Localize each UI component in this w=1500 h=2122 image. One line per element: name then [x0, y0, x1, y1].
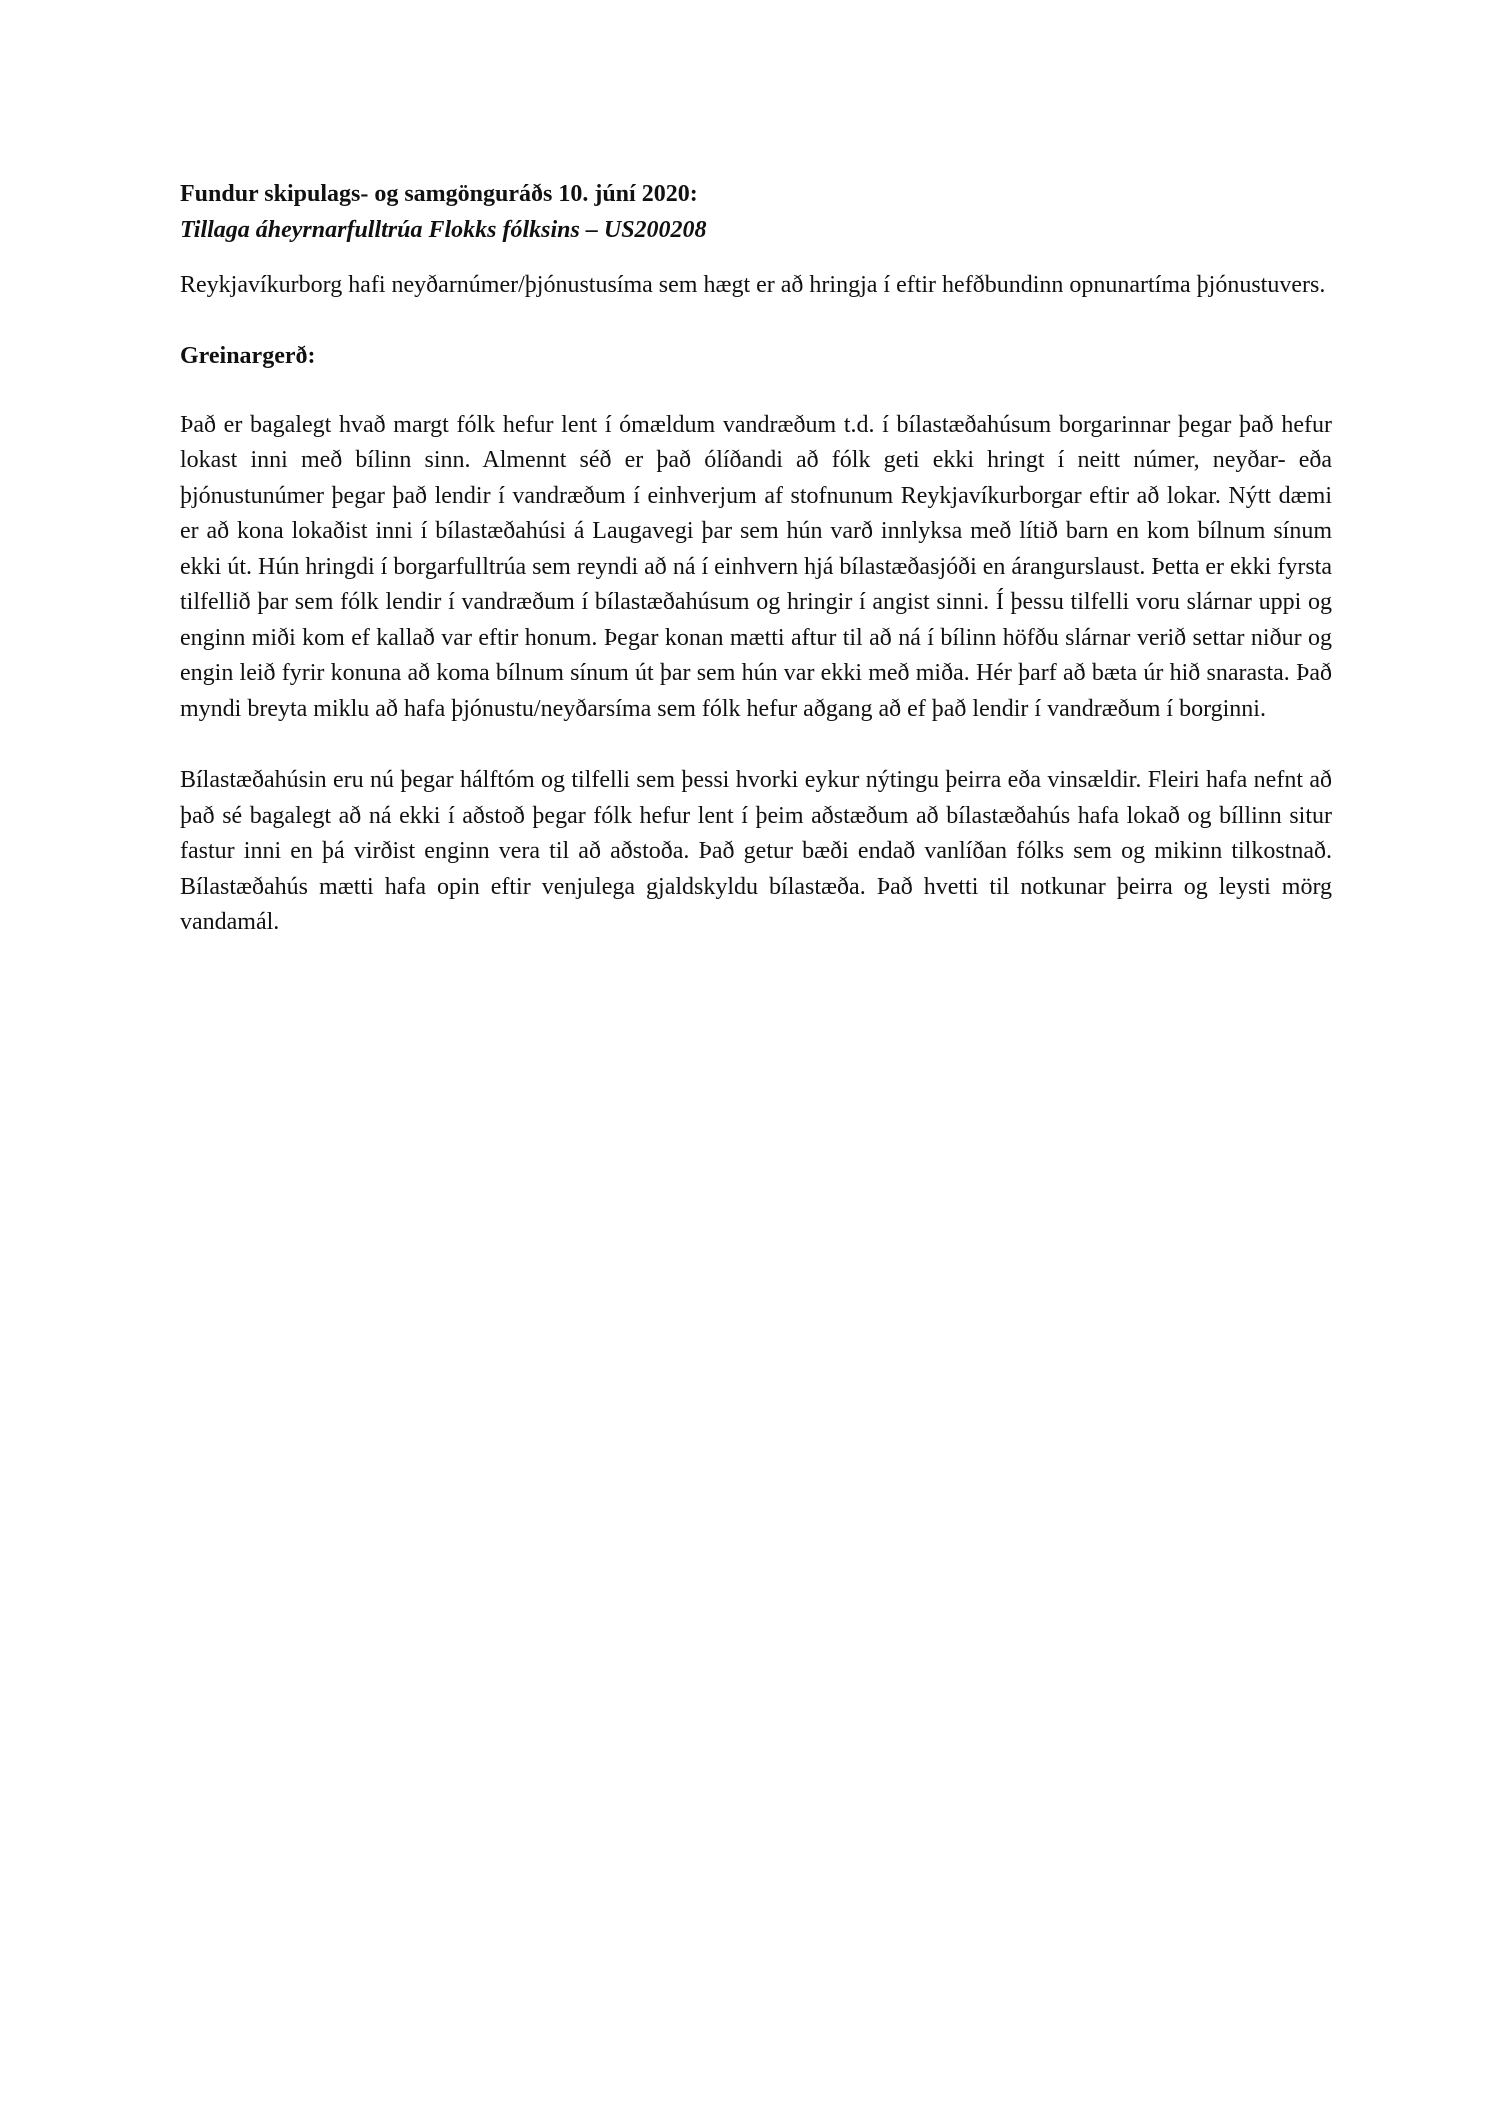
- proposal-text: Reykjavíkurborg hafi neyðarnúmer/þjónustusíma sem hægt er að hringja í eftir hefðbundinn opnunartíma þjónustuvers.: [180, 272, 1326, 298]
- section-heading: Greinargerð:: [180, 342, 316, 369]
- body-paragraph: Bílastæðahúsin eru nú þegar hálftóm og tilfelli sem þessi hvorki eykur nýtingu þeirra eða vinsældir. Fleiri hafa nefnt að það sé bagalegt að ná ekki í aðstoð þegar fólk hefur lent í þeim aðstæðum að bílastæðahús hafa lokað og bíllinn situr fastur inni en þá virðist enginn vera til að aðstoða. Það getur bæði endað vanlíðan fólks sem og mikinn tilkostnað. Bílastæðahús mætti hafa opin eftir venjulega gjaldskyldu bílastæða. Það hvetti til notkunar þeirra og leysti mörg vandamál.: [180, 767, 1332, 935]
- body-paragraph: Það er bagalegt hvað margt fólk hefur lent í ómældum vandræðum t.d. í bílastæðahúsum borgarinnar þegar það hefur lokast inni með bílinn sinn. Almennt séð er það ólíðandi að fólk geti ekki hringt í neitt númer, neyðar- eða þjónustunúmer þegar það lendir í vandræðum í einhverjum af stofnunum Reykjavíkurborgar eftir að lokar. Nýtt dæmi er að kona lokaðist inni í bílastæðahúsi á Laugavegi þar sem hún varð innlyksa með lítið barn en kom bílnum sínum ekki út. Hún hringdi í borgarfulltrúa sem reyndi að ná í einhvern hjá bílastæðasjóði en árangurslaust. Þetta er ekki fyrsta tilfellið þar sem fólk lendir í vandræðum í bílastæðahúsum og hringir í angist sinni. Í þessu tilfelli voru slárnar uppi og enginn miði kom ef kallað var eftir honum. Þegar konan mætti aftur til að ná í bílinn höfðu slárnar verið settar niður og engin leið fyrir konuna að koma bílnum sínum út þar sem hún var ekki með miða. Hér þarf að bæta úr hið snarasta. Það myndi breyta miklu að hafa þjónustu/neyðarsíma sem fólk hefur aðgang að ef það lendir í vandræðum í borginni.: [180, 411, 1332, 722]
- meeting-title: Fundur skipulags- og samgönguráðs 10. júní 2020:: [180, 181, 698, 207]
- proposal-subtitle: Tillaga áheyrnarfulltrúa Flokks fólksins – US200208: [180, 217, 707, 243]
- document-page: [180, 176, 1332, 941]
- document-header: [180, 176, 1332, 248]
